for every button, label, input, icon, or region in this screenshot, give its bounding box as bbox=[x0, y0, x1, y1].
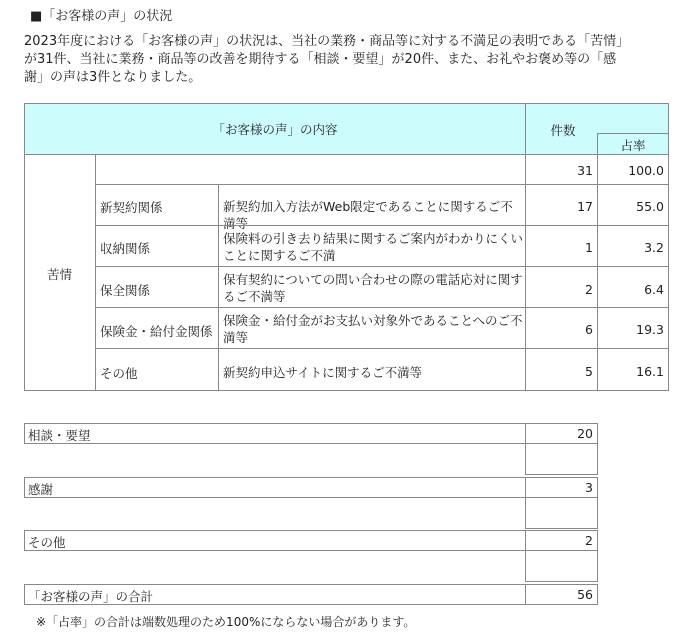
table-row-detail: 保有契約についての問い合わせの際の電話応対に関するご不満等 bbox=[218, 266, 526, 308]
table-row-category: 収納関係 bbox=[95, 225, 219, 267]
complaints-total-count-cell bbox=[525, 154, 598, 185]
table-row-detail: 新契約申込サイトに関するご不満等 bbox=[218, 348, 526, 391]
table-row-rate: 55.0 bbox=[597, 184, 669, 226]
complaints-total-rate-cell bbox=[597, 154, 669, 185]
section-title: ■「お客様の声」の状況 bbox=[30, 9, 173, 24]
header-rate-cell bbox=[597, 133, 669, 155]
header-content-cell bbox=[24, 103, 526, 155]
summary-total-count-cell: 56 bbox=[525, 584, 598, 605]
intro-paragraph: 2023年度における「お客様の声」の状況は、当社の業務・商品等に対する不満足の表明である「苦情」が31件、当社に業務・商品等の改善を期待する「相談・要望」が20件、また、お礼やお褒め等の「感謝」の声は3件となりました。 bbox=[24, 34, 623, 85]
table-row-rate: 16.1 bbox=[597, 348, 669, 391]
table-row-count: 2 bbox=[525, 266, 598, 308]
complaints-total-rate: 100.0 bbox=[628, 163, 664, 178]
summary-blank-cell bbox=[525, 550, 598, 582]
table-row-category: 新契約関係 bbox=[95, 184, 219, 226]
table-row-count: 17 bbox=[525, 184, 598, 226]
table-row-category: その他 bbox=[95, 348, 219, 391]
table-row-category: 保険金・給付金関係 bbox=[95, 307, 219, 349]
table-row-detail: 新契約加入方法がWeb限定であることに関するご不満等 bbox=[218, 184, 526, 226]
complaints-label-cell bbox=[24, 154, 96, 391]
header-rate-label: 占率 bbox=[620, 138, 646, 153]
summary-blank-cell bbox=[525, 443, 598, 475]
header-count-label: 件数 bbox=[550, 123, 576, 138]
table-row-detail: 保険料の引き去り結果に関するご案内がわかりにくいことに関するご不満 bbox=[218, 225, 526, 267]
table-row-rate: 6.4 bbox=[597, 266, 669, 308]
summary-label-cell: その他 bbox=[24, 530, 526, 551]
header-content-label: 「お客様の声」の内容 bbox=[212, 122, 338, 137]
table-row-count: 5 bbox=[525, 348, 598, 391]
complaints-total-count: 31 bbox=[577, 163, 593, 178]
table-row-category: 保全関係 bbox=[95, 266, 219, 308]
footnote: ※「占率」の合計は端数処理のため100%にならない場合があります。 bbox=[36, 615, 416, 629]
complaints-label: 苦情 bbox=[47, 267, 73, 282]
table-row-count: 6 bbox=[525, 307, 598, 349]
summary-count-cell: 2 bbox=[525, 530, 598, 551]
table-row-count: 1 bbox=[525, 225, 598, 267]
summary-label-cell: 相談・要望 bbox=[24, 423, 526, 444]
summary-count-cell: 3 bbox=[525, 477, 598, 498]
summary-total-label-cell: 「お客様の声」の合計 bbox=[24, 584, 526, 605]
table-row-rate: 3.2 bbox=[597, 225, 669, 267]
table-row-rate: 19.3 bbox=[597, 307, 669, 349]
summary-blank-cell bbox=[525, 497, 598, 529]
summary-count-cell: 20 bbox=[525, 423, 598, 444]
table-row-detail: 保険金・給付金がお支払い対象外であることへのご不満等 bbox=[218, 307, 526, 349]
complaints-total-blank bbox=[95, 154, 526, 185]
summary-label-cell: 感謝 bbox=[24, 477, 526, 498]
